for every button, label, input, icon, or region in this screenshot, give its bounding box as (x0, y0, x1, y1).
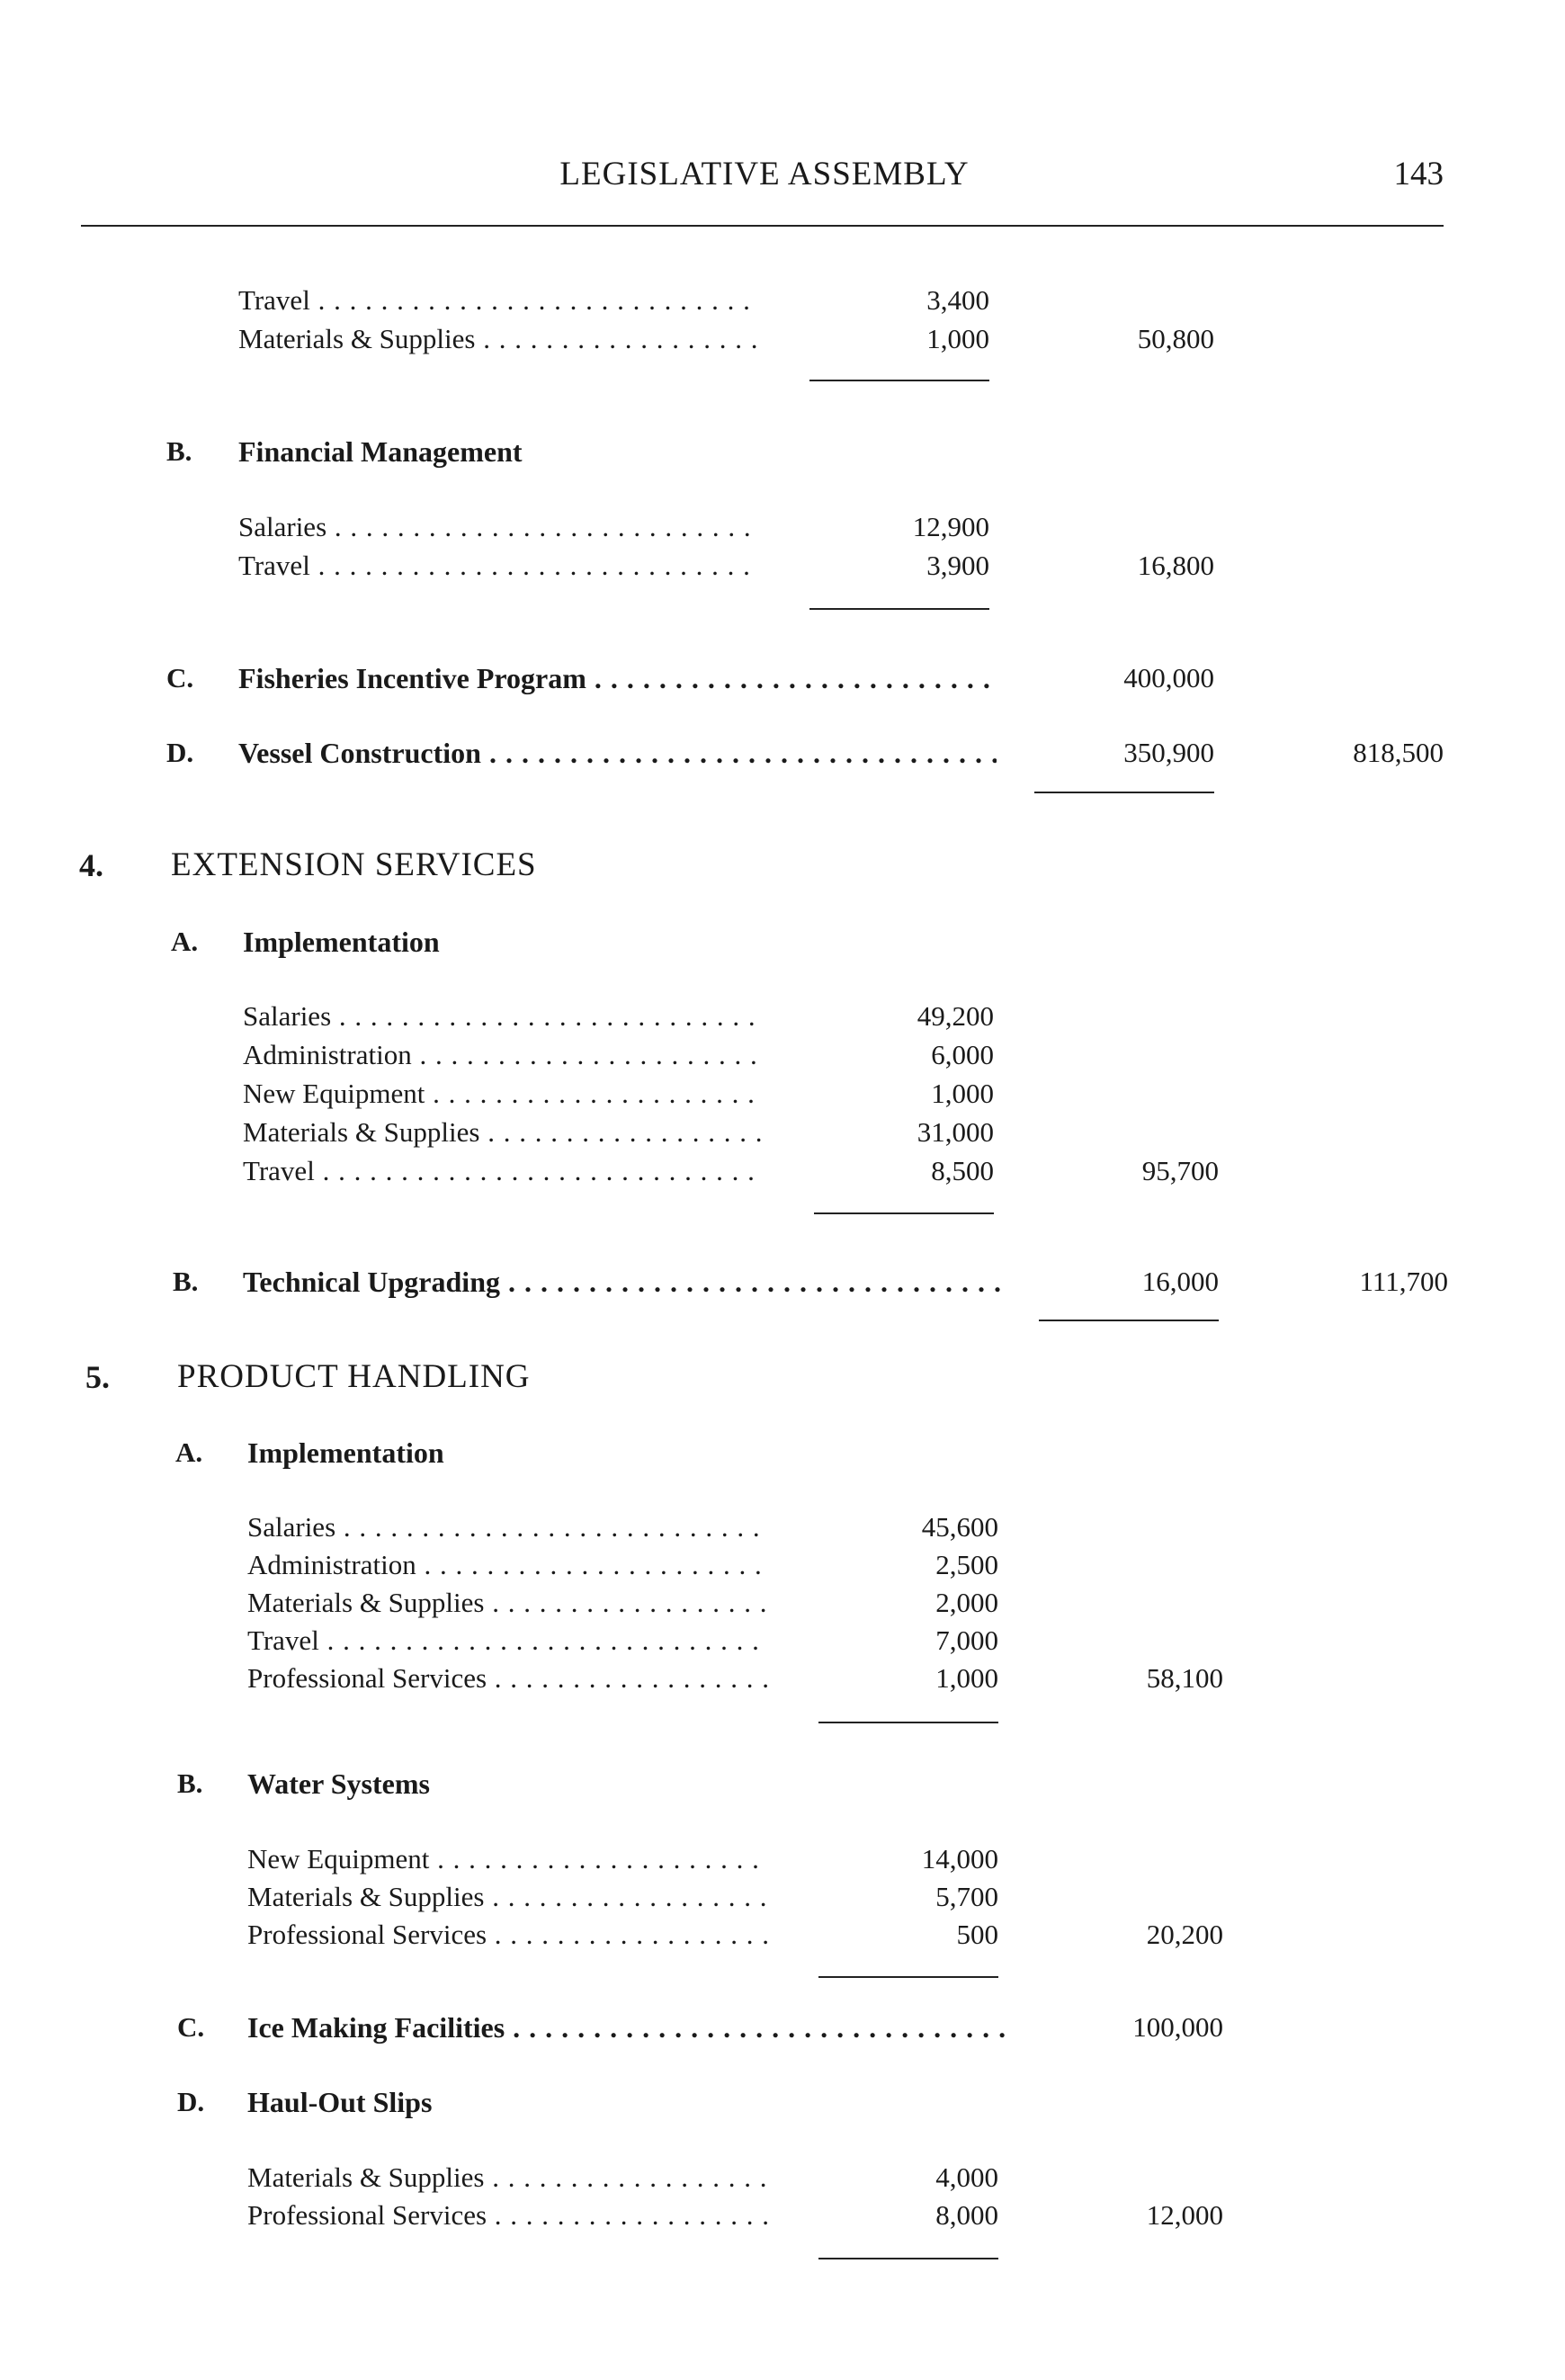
subsection-title: Fisheries Incentive Program . . . (238, 658, 997, 698)
subsection-letter: C. (166, 662, 194, 693)
line-item (0, 507, 1565, 547)
subsection-title: Haul-Out Slips (247, 2086, 433, 2118)
item-label: Materials & Supplies . . . (247, 2158, 767, 2197)
item-amount: 1,000 (926, 323, 989, 354)
line-item (0, 319, 1565, 359)
subsection-title: Ice Making Facilities . . . (247, 2008, 1006, 2047)
line-item (0, 1074, 1565, 1114)
section-total: 111,700 (1359, 1266, 1448, 1297)
item-label: Materials & Supplies . . . (243, 1113, 763, 1152)
item-label: Administration . . . (243, 1035, 763, 1075)
item-amount: 5,700 (935, 1881, 998, 1912)
subtotal-amount: 20,200 (1146, 1919, 1223, 1950)
item-label: Salaries . . . (247, 1508, 767, 1547)
subsection-letter: D. (166, 737, 194, 768)
subtotal-amount: 12,000 (1146, 2199, 1223, 2231)
item-amount: 8,500 (931, 1155, 994, 1186)
subsection-title: Vessel Construction . . . (238, 733, 997, 773)
subsection-letter: A. (175, 1436, 203, 1468)
section-number: 5. (85, 1359, 110, 1395)
item-amount: 500 (956, 1919, 998, 1950)
item-label: Salaries . . . (238, 507, 758, 547)
item-amount: 1,000 (931, 1078, 994, 1109)
item-label: Travel . . . (247, 1621, 767, 1660)
item-amount: 12,900 (912, 511, 989, 542)
subtotal-rule (1034, 792, 1214, 793)
subtotal-amount: 95,700 (1141, 1155, 1219, 1186)
subtotal-amount: 16,000 (1141, 1266, 1219, 1297)
subsection-letter: B. (173, 1266, 199, 1297)
item-label: Administration . . . (247, 1545, 767, 1585)
subtotal-rule (809, 380, 989, 381)
subsection-heading (0, 1764, 1565, 1803)
line-item (0, 281, 1565, 320)
subsection-letter: A. (171, 926, 199, 957)
subtotal-rule (818, 1722, 998, 1723)
subsection-heading (0, 1433, 1565, 1472)
subsection-title: Technical Upgrading . . . (243, 1262, 1001, 1302)
line-item (0, 1659, 1565, 1698)
line-item (0, 546, 1565, 586)
subsection-heading (0, 432, 1565, 471)
item-amount: 31,000 (917, 1116, 994, 1148)
line-item (0, 1113, 1565, 1152)
subtotal-amount: 100,000 (1132, 2011, 1223, 2043)
subtotal-amount: 50,800 (1137, 323, 1214, 354)
item-amount: 14,000 (921, 1843, 998, 1874)
subtotal-rule (814, 1212, 994, 1214)
item-label: Materials & Supplies . . . (238, 319, 758, 359)
section-title: PRODUCT HANDLING (177, 1358, 531, 1395)
item-amount: 6,000 (931, 1039, 994, 1070)
item-amount: 2,000 (935, 1587, 998, 1618)
line-item (0, 1545, 1565, 1585)
item-label: Salaries . . . (243, 997, 763, 1036)
item-label: Materials & Supplies . . . (247, 1877, 767, 1917)
item-label: Professional Services . . . (247, 1659, 767, 1698)
subsection-line (0, 733, 1565, 773)
subsection-letter: B. (166, 435, 192, 467)
item-label: Travel . . . (243, 1151, 763, 1191)
item-amount: 2,500 (935, 1549, 998, 1580)
item-label: New Equipment . . . (247, 1839, 767, 1879)
line-item (0, 1839, 1565, 1879)
subsection-heading (0, 922, 1565, 962)
item-amount: 45,600 (921, 1511, 998, 1543)
item-label: Travel . . . (238, 546, 758, 586)
item-amount: 3,900 (926, 550, 989, 581)
header-rule (81, 225, 1444, 227)
subtotal-amount: 58,100 (1146, 1662, 1223, 1694)
subsection-line (0, 2008, 1565, 2047)
subsection-letter: D. (177, 2086, 205, 2117)
item-amount: 8,000 (935, 2199, 998, 2231)
item-label: Professional Services . . . (247, 2196, 767, 2235)
subtotal-rule (818, 1976, 998, 1978)
subtotal-amount: 400,000 (1123, 662, 1214, 693)
subsection-title: Financial Management (238, 435, 523, 468)
subtotal-rule (1039, 1320, 1219, 1321)
subsection-letter: C. (177, 2011, 205, 2043)
section-title: EXTENSION SERVICES (171, 846, 537, 883)
subsection-heading (0, 2082, 1565, 2122)
item-label: Materials & Supplies . . . (247, 1583, 767, 1623)
line-item (0, 1877, 1565, 1917)
item-amount: 49,200 (917, 1000, 994, 1032)
line-item (0, 1151, 1565, 1191)
subsection-line (0, 658, 1565, 698)
item-label: Professional Services . . . (247, 1915, 767, 1955)
line-item (0, 2196, 1565, 2235)
item-label: Travel . . . (238, 281, 758, 320)
subtotal-rule (809, 608, 989, 610)
section-total: 818,500 (1353, 737, 1444, 768)
line-item (0, 1035, 1565, 1075)
subsection-line (0, 1262, 1565, 1302)
line-item (0, 1915, 1565, 1955)
section-number: 4. (79, 847, 103, 883)
line-item (0, 1508, 1565, 1547)
item-amount: 1,000 (935, 1662, 998, 1694)
subtotal-amount: 16,800 (1137, 550, 1214, 581)
subtotal-rule (818, 2258, 998, 2259)
subsection-title: Implementation (247, 1436, 444, 1469)
subtotal-amount: 350,900 (1123, 737, 1214, 768)
item-amount: 3,400 (926, 284, 989, 316)
subsection-title: Water Systems (247, 1767, 430, 1800)
line-item (0, 1583, 1565, 1623)
subsection-title: Implementation (243, 926, 440, 958)
subsection-letter: B. (177, 1767, 203, 1799)
item-label: New Equipment . . . (243, 1074, 763, 1114)
item-amount: 7,000 (935, 1624, 998, 1656)
line-item (0, 2158, 1565, 2197)
item-amount: 4,000 (935, 2161, 998, 2193)
line-item (0, 1621, 1565, 1660)
page-title: LEGISLATIVE ASSEMBLY (559, 156, 970, 192)
line-item (0, 997, 1565, 1036)
page-number: 143 (1393, 156, 1444, 192)
